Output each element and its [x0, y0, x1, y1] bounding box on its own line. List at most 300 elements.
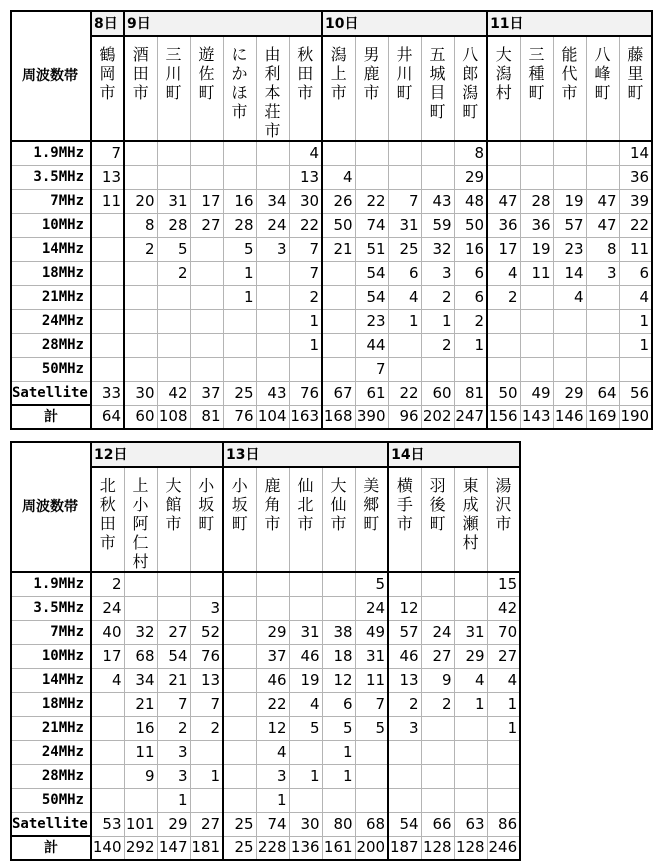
count-cell: 30	[289, 812, 322, 836]
count-cell	[520, 309, 553, 333]
count-cell: 22	[289, 213, 322, 237]
count-cell: 2	[157, 716, 190, 740]
count-cell: 74	[256, 812, 289, 836]
total-cell: 140	[91, 836, 124, 860]
count-cell	[487, 357, 520, 381]
count-cell	[157, 357, 190, 381]
city-name-char: 村	[132, 552, 149, 571]
count-cell: 21	[322, 237, 355, 261]
count-cell: 1	[388, 309, 421, 333]
band-label: 計	[11, 405, 91, 429]
count-cell	[454, 764, 487, 788]
count-cell: 25	[223, 381, 256, 405]
count-cell	[322, 357, 355, 381]
count-cell: 4	[256, 740, 289, 764]
city-name	[421, 467, 454, 572]
city-name-char: 町	[429, 102, 446, 121]
count-cell: 29	[454, 165, 487, 189]
city-name	[289, 36, 322, 141]
city-name-char: 大	[495, 45, 512, 64]
count-cell: 22	[619, 213, 652, 237]
count-cell	[91, 309, 124, 333]
count-cell: 59	[421, 213, 454, 237]
count-cell	[190, 285, 223, 309]
city-name-char: ほ	[231, 83, 248, 102]
count-cell	[553, 165, 586, 189]
count-cell: 24	[91, 596, 124, 620]
city-name-char: 市	[99, 83, 116, 102]
city-name-char: 東	[462, 476, 479, 495]
count-cell: 27	[190, 213, 223, 237]
count-cell: 2	[487, 285, 520, 309]
count-cell: 23	[355, 309, 388, 333]
city-name-char: 町	[528, 83, 545, 102]
count-cell	[586, 141, 619, 165]
count-cell	[487, 141, 520, 165]
count-cell: 12	[256, 716, 289, 740]
count-cell: 66	[421, 812, 454, 836]
count-cell: 54	[157, 644, 190, 668]
count-cell	[124, 357, 157, 381]
count-cell: 1	[289, 333, 322, 357]
city-name-char: 市	[264, 121, 281, 140]
count-cell: 12	[322, 668, 355, 692]
count-cell: 64	[586, 381, 619, 405]
city-name	[124, 467, 157, 572]
count-cell: 46	[256, 668, 289, 692]
count-cell: 4	[619, 285, 652, 309]
city-name	[223, 467, 256, 572]
count-cell: 2	[454, 309, 487, 333]
day-label: 14日	[388, 442, 520, 467]
count-cell: 13	[190, 668, 223, 692]
count-cell: 25	[388, 237, 421, 261]
count-cell: 6	[619, 261, 652, 285]
city-name-char: 代	[561, 64, 578, 83]
count-cell: 1	[454, 692, 487, 716]
count-cell: 6	[322, 692, 355, 716]
city-name-char: 潟	[330, 45, 347, 64]
count-cell: 76	[190, 644, 223, 668]
city-name	[256, 467, 289, 572]
count-cell: 5	[322, 716, 355, 740]
count-cell	[91, 213, 124, 237]
total-cell: 169	[586, 405, 619, 429]
city-name-char: 種	[528, 64, 545, 83]
count-cell: 2	[388, 692, 421, 716]
city-name-char: 坂	[198, 495, 215, 514]
band-label: 14MHz	[11, 237, 91, 261]
count-cell: 5	[223, 237, 256, 261]
count-cell	[520, 165, 553, 189]
count-cell: 3	[157, 740, 190, 764]
city-name-char: 市	[99, 533, 116, 552]
count-cell: 3	[586, 261, 619, 285]
total-cell: 128	[454, 836, 487, 860]
day-label: 13日	[223, 442, 388, 467]
day-label: 10日	[322, 11, 487, 36]
count-cell	[223, 740, 256, 764]
count-cell	[190, 572, 223, 596]
count-cell: 57	[553, 213, 586, 237]
count-cell	[289, 740, 322, 764]
count-cell: 1	[223, 261, 256, 285]
count-cell: 3	[190, 596, 223, 620]
band-header: 周波数帯	[11, 11, 91, 141]
total-cell: 108	[157, 405, 190, 429]
count-cell	[421, 357, 454, 381]
total-cell: 200	[355, 836, 388, 860]
count-cell	[421, 764, 454, 788]
count-cell	[223, 165, 256, 189]
count-cell: 23	[553, 237, 586, 261]
count-cell	[190, 309, 223, 333]
count-cell	[520, 141, 553, 165]
total-cell: 168	[322, 405, 355, 429]
city-name-char: 仙	[330, 495, 347, 514]
count-cell: 4	[454, 668, 487, 692]
band-label: 28MHz	[11, 764, 91, 788]
count-cell: 6	[454, 261, 487, 285]
count-cell	[190, 165, 223, 189]
count-cell	[157, 572, 190, 596]
count-cell	[124, 788, 157, 812]
count-cell: 28	[157, 213, 190, 237]
city-name-char: 荘	[264, 102, 281, 121]
city-name-char: 瀬	[462, 514, 479, 533]
count-cell: 13	[289, 165, 322, 189]
count-cell: 27	[157, 620, 190, 644]
count-cell: 101	[124, 812, 157, 836]
count-cell	[454, 716, 487, 740]
city-name-char: 町	[363, 514, 380, 533]
city-name-char: 町	[198, 514, 215, 533]
count-cell: 37	[256, 644, 289, 668]
qso-table-1	[10, 10, 653, 430]
city-name	[421, 36, 454, 141]
city-name-char: 市	[396, 514, 413, 533]
city-name-char: 利	[264, 64, 281, 83]
count-cell: 46	[388, 644, 421, 668]
total-cell: 187	[388, 836, 421, 860]
count-cell: 80	[322, 812, 355, 836]
city-name-char: 鹿	[264, 476, 281, 495]
count-cell	[454, 740, 487, 764]
total-cell: 292	[124, 836, 157, 860]
total-cell: 246	[487, 836, 520, 860]
city-name-char: 市	[297, 514, 314, 533]
count-cell: 30	[124, 381, 157, 405]
count-cell: 81	[454, 381, 487, 405]
count-cell: 1	[190, 764, 223, 788]
band-label: 7MHz	[11, 189, 91, 213]
city-name-char: 館	[165, 495, 182, 514]
city-name	[355, 36, 388, 141]
count-cell	[190, 740, 223, 764]
count-cell: 54	[388, 812, 421, 836]
count-cell: 18	[322, 644, 355, 668]
count-cell	[487, 165, 520, 189]
count-cell: 47	[586, 213, 619, 237]
city-name-char: 鶴	[99, 45, 116, 64]
count-cell: 1	[322, 740, 355, 764]
city-name-char: 町	[462, 102, 479, 121]
day-label: 9日	[124, 11, 322, 36]
count-cell	[190, 261, 223, 285]
count-cell: 22	[256, 692, 289, 716]
band-label: 10MHz	[11, 213, 91, 237]
count-cell: 5	[289, 716, 322, 740]
count-cell: 49	[355, 620, 388, 644]
count-cell	[322, 788, 355, 812]
count-cell: 13	[91, 165, 124, 189]
city-name-char: 市	[330, 514, 347, 533]
count-cell: 43	[421, 189, 454, 213]
count-cell: 19	[553, 189, 586, 213]
band-label: Satellite	[11, 381, 91, 405]
total-cell: 104	[256, 405, 289, 429]
city-name-char: 町	[429, 514, 446, 533]
count-cell: 22	[355, 189, 388, 213]
count-cell	[520, 285, 553, 309]
city-name-char: 村	[462, 533, 479, 552]
count-cell: 1	[289, 309, 322, 333]
count-cell	[322, 572, 355, 596]
count-cell	[520, 357, 553, 381]
count-cell	[553, 333, 586, 357]
count-cell: 1	[421, 309, 454, 333]
count-cell: 11	[355, 668, 388, 692]
total-cell: 146	[553, 405, 586, 429]
count-cell: 63	[454, 812, 487, 836]
band-label: 50MHz	[11, 357, 91, 381]
band-label: 10MHz	[11, 644, 91, 668]
qso-table-2	[10, 441, 521, 861]
count-cell	[322, 285, 355, 309]
city-name-char: 岡	[99, 64, 116, 83]
count-cell	[454, 596, 487, 620]
count-cell: 47	[586, 189, 619, 213]
count-cell	[355, 788, 388, 812]
count-cell	[223, 357, 256, 381]
count-cell: 31	[388, 213, 421, 237]
count-cell: 39	[619, 189, 652, 213]
count-cell: 8	[124, 213, 157, 237]
count-cell: 4	[553, 285, 586, 309]
count-cell	[157, 333, 190, 357]
count-cell	[124, 285, 157, 309]
count-cell: 7	[91, 141, 124, 165]
count-cell: 31	[289, 620, 322, 644]
count-cell: 61	[355, 381, 388, 405]
count-cell: 21	[157, 668, 190, 692]
count-cell	[256, 261, 289, 285]
city-name-char: 三	[528, 45, 545, 64]
count-cell	[157, 141, 190, 165]
count-cell: 68	[124, 644, 157, 668]
city-name-char: 後	[429, 495, 446, 514]
count-cell	[289, 357, 322, 381]
count-cell: 3	[157, 764, 190, 788]
count-cell: 7	[157, 692, 190, 716]
count-cell: 7	[355, 357, 388, 381]
city-name-char: 郷	[363, 495, 380, 514]
count-cell: 3	[256, 237, 289, 261]
count-cell: 11	[91, 189, 124, 213]
band-label: 計	[11, 836, 91, 860]
city-name-char: 市	[132, 83, 149, 102]
city-name-char: 手	[396, 495, 413, 514]
count-cell: 47	[487, 189, 520, 213]
band-label: Satellite	[11, 812, 91, 836]
city-name	[190, 36, 223, 141]
count-cell: 13	[388, 668, 421, 692]
total-cell: 190	[619, 405, 652, 429]
count-cell	[421, 740, 454, 764]
day-label: 12日	[91, 442, 223, 467]
count-cell: 2	[289, 285, 322, 309]
count-cell	[190, 357, 223, 381]
count-cell: 16	[454, 237, 487, 261]
count-cell: 56	[619, 381, 652, 405]
total-cell: 181	[190, 836, 223, 860]
count-cell	[91, 788, 124, 812]
count-cell: 8	[586, 237, 619, 261]
count-cell: 68	[355, 812, 388, 836]
count-cell: 27	[487, 644, 520, 668]
city-name-char: 大	[330, 476, 347, 495]
city-name-char: 仁	[132, 533, 149, 552]
count-cell: 36	[619, 165, 652, 189]
total-cell: 25	[223, 836, 256, 860]
city-name-char: 田	[99, 514, 116, 533]
count-cell	[124, 333, 157, 357]
count-cell: 24	[256, 213, 289, 237]
city-name-char: 目	[429, 83, 446, 102]
count-cell: 50	[454, 213, 487, 237]
count-cell: 6	[454, 285, 487, 309]
city-name-char: 男	[363, 45, 380, 64]
count-cell: 1	[322, 764, 355, 788]
count-cell: 36	[487, 213, 520, 237]
city-name-char: か	[231, 64, 248, 83]
count-cell	[421, 788, 454, 812]
count-cell	[421, 716, 454, 740]
count-cell: 60	[421, 381, 454, 405]
city-name-char: 藤	[627, 45, 644, 64]
band-label: 7MHz	[11, 620, 91, 644]
city-name-char: 里	[627, 64, 644, 83]
count-cell: 15	[487, 572, 520, 596]
count-cell	[91, 357, 124, 381]
count-cell: 11	[619, 237, 652, 261]
city-name-char: 小	[198, 476, 215, 495]
count-cell	[256, 572, 289, 596]
count-cell: 5	[157, 237, 190, 261]
count-cell	[454, 357, 487, 381]
count-cell: 31	[157, 189, 190, 213]
count-cell: 51	[355, 237, 388, 261]
count-cell	[487, 764, 520, 788]
band-label: 24MHz	[11, 740, 91, 764]
count-cell	[91, 716, 124, 740]
total-cell: 390	[355, 405, 388, 429]
count-cell	[322, 261, 355, 285]
city-name-char: 市	[330, 83, 347, 102]
count-cell: 32	[124, 620, 157, 644]
total-cell: 247	[454, 405, 487, 429]
count-cell	[487, 788, 520, 812]
count-cell: 16	[124, 716, 157, 740]
band-label: 14MHz	[11, 668, 91, 692]
city-name	[124, 36, 157, 141]
count-cell: 29	[157, 812, 190, 836]
count-cell	[91, 692, 124, 716]
count-cell: 44	[355, 333, 388, 357]
count-cell: 22	[388, 381, 421, 405]
city-name-char: 横	[396, 476, 413, 495]
city-name-char: 町	[198, 83, 215, 102]
count-cell	[586, 309, 619, 333]
count-cell: 4	[289, 141, 322, 165]
count-cell: 7	[388, 189, 421, 213]
count-cell	[256, 285, 289, 309]
count-cell	[157, 165, 190, 189]
count-cell	[289, 788, 322, 812]
count-cell	[355, 165, 388, 189]
count-cell: 2	[421, 333, 454, 357]
count-cell	[553, 309, 586, 333]
city-name-char: 羽	[429, 476, 446, 495]
count-cell: 53	[91, 812, 124, 836]
city-name-char: 遊	[198, 45, 215, 64]
band-header: 周波数帯	[11, 442, 91, 572]
count-cell	[388, 788, 421, 812]
count-cell: 1	[454, 333, 487, 357]
count-cell	[223, 596, 256, 620]
city-name-char: 秋	[297, 45, 314, 64]
count-cell	[553, 141, 586, 165]
count-cell: 7	[355, 692, 388, 716]
count-cell	[322, 596, 355, 620]
city-name-char: 井	[396, 45, 413, 64]
count-cell	[256, 333, 289, 357]
city-name-char: 市	[495, 514, 512, 533]
count-cell	[388, 357, 421, 381]
total-cell: 96	[388, 405, 421, 429]
count-cell: 86	[487, 812, 520, 836]
band-label: 3.5MHz	[11, 165, 91, 189]
city-name-char: 市	[264, 514, 281, 533]
band-label: 28MHz	[11, 333, 91, 357]
count-cell: 52	[190, 620, 223, 644]
count-cell	[190, 237, 223, 261]
count-cell: 34	[124, 668, 157, 692]
city-name-char: 町	[231, 514, 248, 533]
city-name-char: 秋	[99, 495, 116, 514]
city-name-char: 美	[363, 476, 380, 495]
count-cell	[454, 572, 487, 596]
city-name	[487, 467, 520, 572]
count-cell	[388, 572, 421, 596]
count-cell	[91, 740, 124, 764]
city-name-char: 上	[330, 64, 347, 83]
count-cell: 2	[421, 692, 454, 716]
total-cell: 147	[157, 836, 190, 860]
count-cell: 32	[421, 237, 454, 261]
count-cell: 38	[322, 620, 355, 644]
city-name-char: 北	[99, 476, 116, 495]
